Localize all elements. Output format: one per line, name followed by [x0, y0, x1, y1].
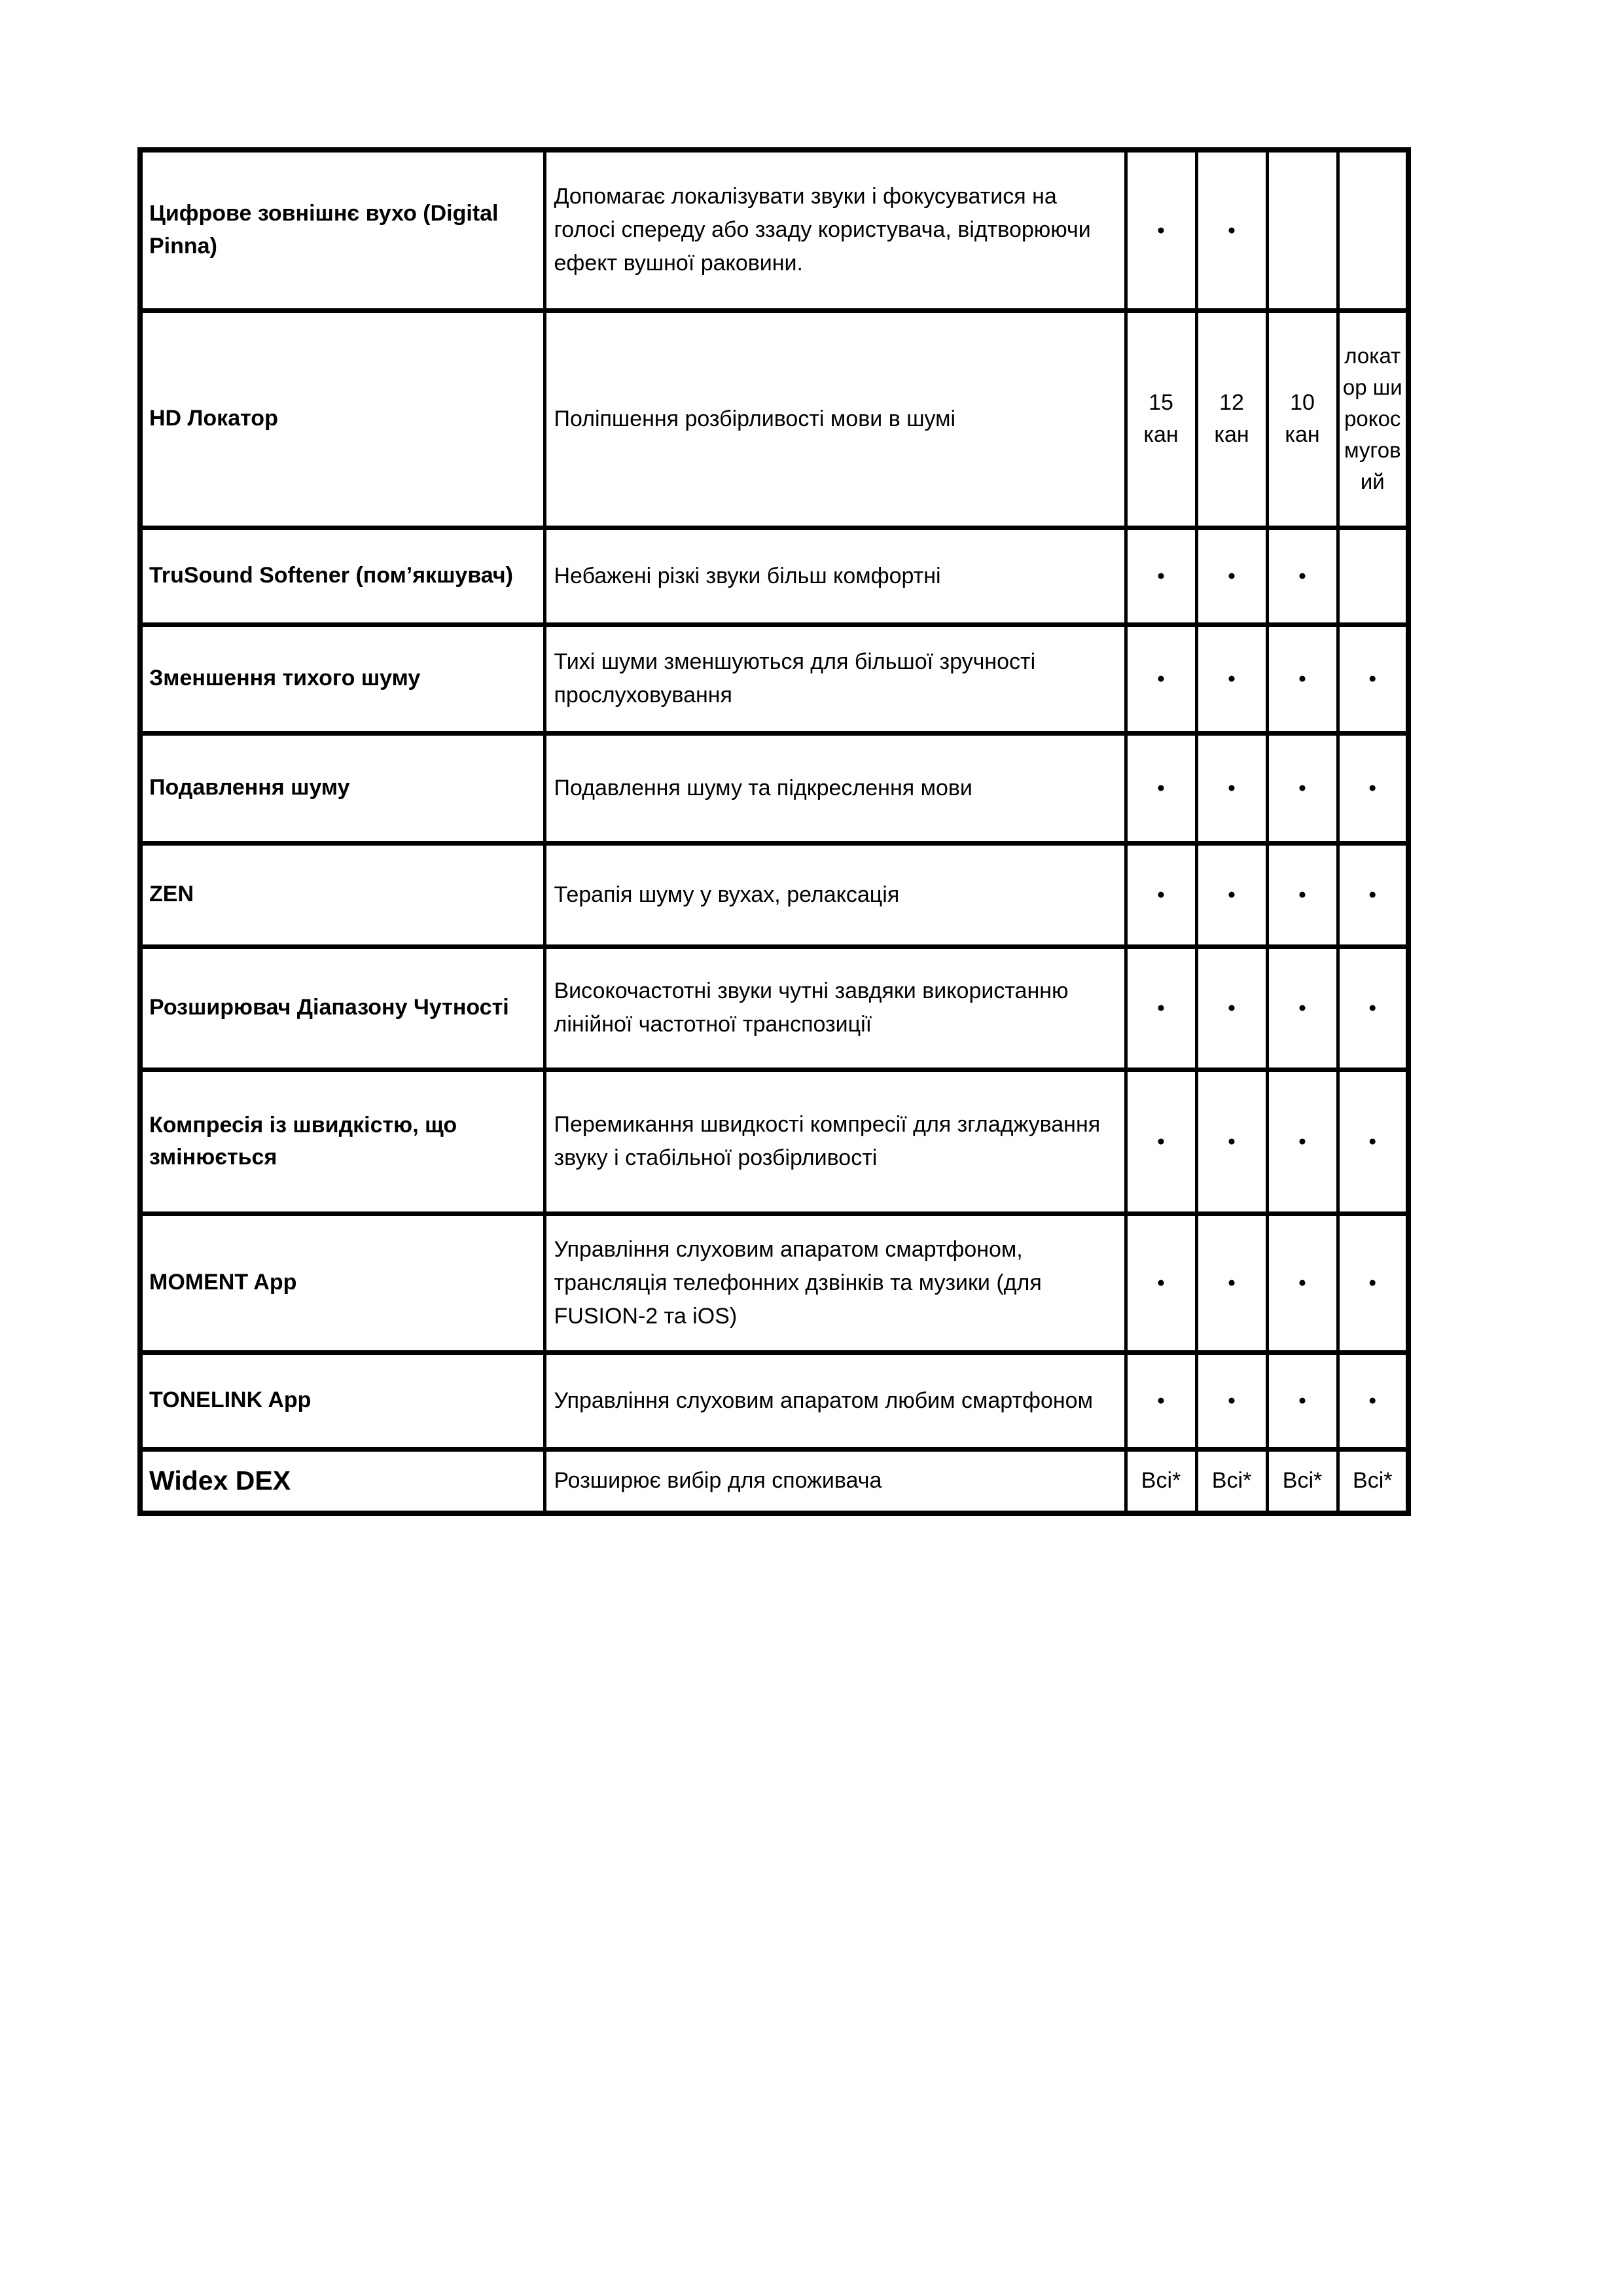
feature-cell: ZEN — [140, 843, 544, 946]
value-cell: 15 кан — [1126, 310, 1196, 528]
table-row — [140, 1449, 1408, 1513]
table-row — [140, 624, 1408, 733]
value-cell: ● — [1267, 733, 1338, 843]
table-row — [140, 1213, 1408, 1352]
description-cell: Управління слуховим апаратом смартфоном, трансляція телефонних дзвінків та музики (для FUSION-2 та iOS) — [544, 1213, 1126, 1352]
value-cell: ● — [1126, 528, 1196, 624]
description-cell: Поліпшення розбірливості мови в шумі — [544, 310, 1126, 528]
feature-cell: TruSound Softener (пом’якшувач) — [140, 528, 544, 624]
description-cell: Небажені різкі звуки більш комфортні — [544, 528, 1126, 624]
table-row — [140, 528, 1408, 624]
value-cell: ● — [1338, 624, 1408, 733]
value-cell: 10 кан — [1267, 310, 1338, 528]
value-cell: ● — [1196, 150, 1267, 310]
feature-cell: Розширювач Діапазону Чутності — [140, 946, 544, 1069]
value-cell: ● — [1196, 624, 1267, 733]
table-row — [140, 1069, 1408, 1213]
description-cell: Розширює вибір для споживача — [544, 1449, 1126, 1513]
feature-cell: Цифрове зовнішнє вухо (Digital Pinna) — [140, 150, 544, 310]
value-cell: ● — [1196, 1069, 1267, 1213]
value-cell: ● — [1196, 1352, 1267, 1449]
value-cell — [1267, 150, 1338, 310]
value-cell: ● — [1126, 843, 1196, 946]
value-cell: ● — [1126, 150, 1196, 310]
value-cell: 12 кан — [1196, 310, 1267, 528]
value-cell: ● — [1126, 624, 1196, 733]
value-cell: Всі* — [1126, 1449, 1196, 1513]
value-cell: ● — [1126, 1069, 1196, 1213]
value-cell: ● — [1196, 946, 1267, 1069]
value-cell: ● — [1267, 528, 1338, 624]
value-cell: ● — [1126, 1213, 1196, 1352]
table-row — [140, 310, 1408, 528]
description-cell: Високочастотні звуки чутні завдяки використанню лінійної частотної транспозиції — [544, 946, 1126, 1069]
feature-cell: MOMENT App — [140, 1213, 544, 1352]
value-cell: ● — [1267, 1213, 1338, 1352]
feature-cell: Компресія із швидкістю, що змінюється — [140, 1069, 544, 1213]
value-cell: ● — [1126, 733, 1196, 843]
value-cell: ● — [1196, 528, 1267, 624]
value-cell — [1338, 528, 1408, 624]
description-cell: Подавлення шуму та підкреслення мови — [544, 733, 1126, 843]
feature-cell: TONELINK App — [140, 1352, 544, 1449]
value-cell: ● — [1338, 1352, 1408, 1449]
value-cell: Всі* — [1196, 1449, 1267, 1513]
feature-cell: Подавлення шуму — [140, 733, 544, 843]
description-cell: Управління слуховим апаратом любим смартфоном — [544, 1352, 1126, 1449]
value-cell: ● — [1126, 946, 1196, 1069]
value-cell: ● — [1267, 1352, 1338, 1449]
table-row — [140, 150, 1408, 310]
value-cell: Всі* — [1267, 1449, 1338, 1513]
description-cell: Терапія шуму у вухах, релаксація — [544, 843, 1126, 946]
table-row — [140, 946, 1408, 1069]
value-cell — [1338, 150, 1408, 310]
table-row — [140, 1352, 1408, 1449]
value-cell: Всі* — [1338, 1449, 1408, 1513]
description-cell: Перемикання швидкості компресії для згладжування звуку і стабільної розбірливості — [544, 1069, 1126, 1213]
value-cell: локатор широкосмуговий — [1338, 310, 1408, 528]
features-table — [137, 147, 1411, 1516]
value-cell: ● — [1267, 946, 1338, 1069]
description-cell: Допомагає локалізувати звуки і фокусуватися на голосі спереду або ззаду користувача, відтворюючи ефект вушної раковини. — [544, 150, 1126, 310]
feature-cell: Зменшення тихого шуму — [140, 624, 544, 733]
feature-cell: Widex DEX — [140, 1449, 544, 1513]
value-cell: ● — [1196, 843, 1267, 946]
value-cell: ● — [1126, 1352, 1196, 1449]
value-cell: ● — [1196, 1213, 1267, 1352]
value-cell: ● — [1267, 624, 1338, 733]
value-cell: ● — [1196, 733, 1267, 843]
value-cell: ● — [1338, 843, 1408, 946]
feature-cell: HD Локатор — [140, 310, 544, 528]
value-cell: ● — [1338, 733, 1408, 843]
value-cell: ● — [1338, 1069, 1408, 1213]
value-cell: ● — [1338, 946, 1408, 1069]
value-cell: ● — [1267, 1069, 1338, 1213]
value-cell: ● — [1267, 843, 1338, 946]
description-cell: Тихі шуми зменшуються для більшої зручності прослуховування — [544, 624, 1126, 733]
value-cell: ● — [1338, 1213, 1408, 1352]
table-row — [140, 733, 1408, 843]
table-row — [140, 843, 1408, 946]
